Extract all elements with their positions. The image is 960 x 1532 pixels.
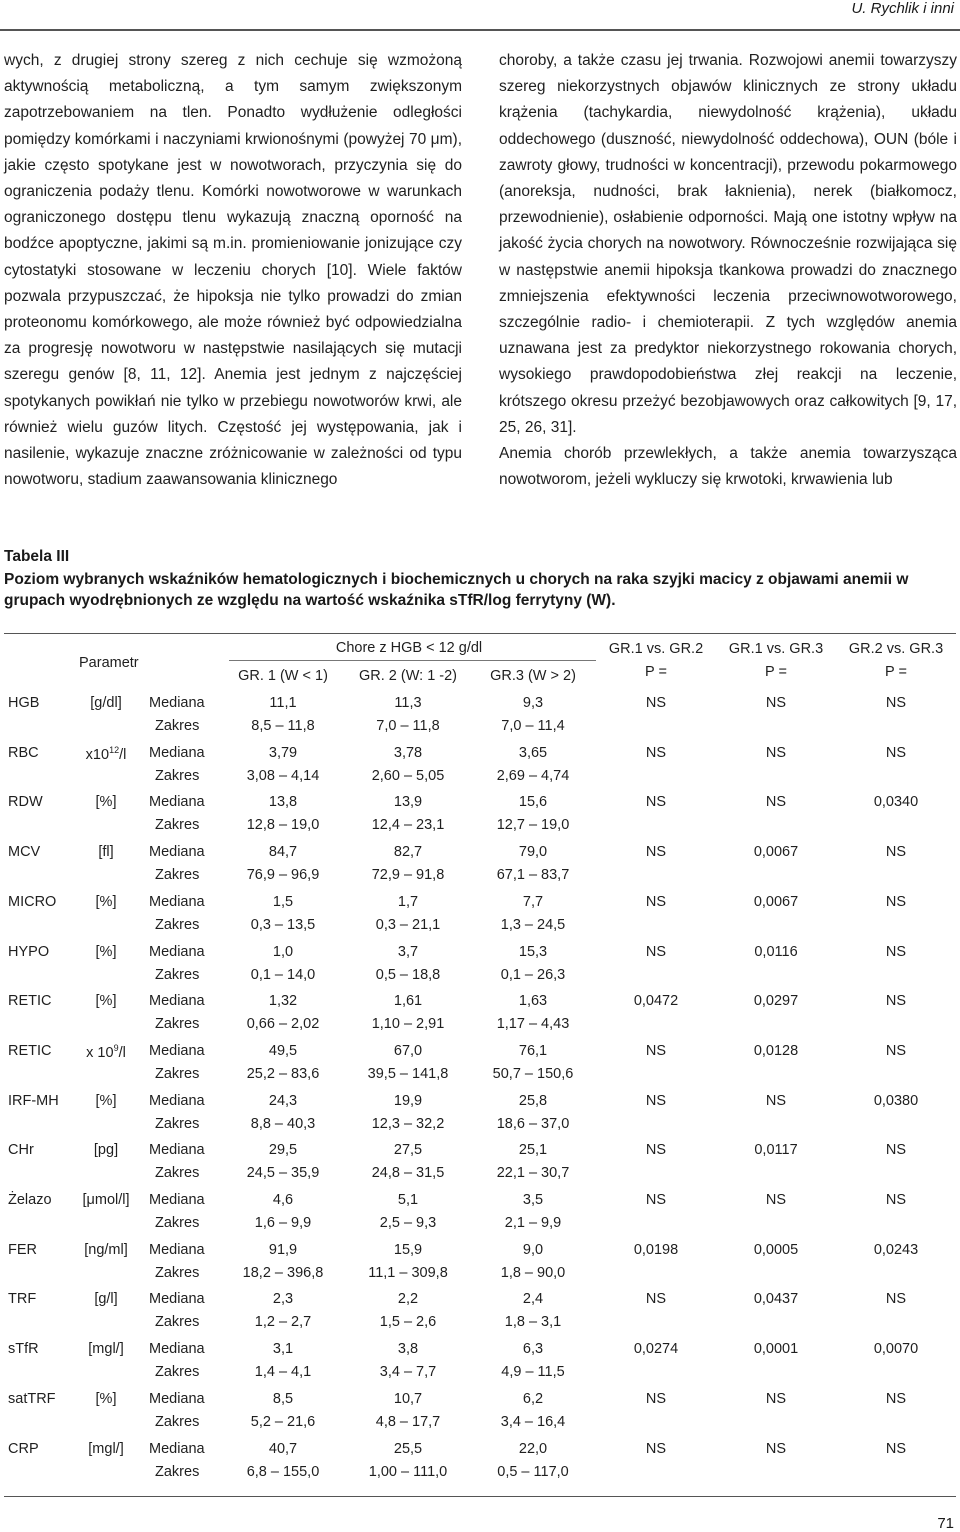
p-value: NS <box>885 1043 907 1059</box>
p-value: NS <box>765 1093 787 1109</box>
range-value: 24,5 – 35,9 <box>246 1165 320 1181</box>
p-value: NS <box>645 695 667 711</box>
median-value: 5,1 <box>397 1192 419 1208</box>
range-value: 7,0 – 11,8 <box>376 718 440 734</box>
median-value: 3,78 <box>393 745 423 761</box>
median-value: 11,1 <box>269 695 297 711</box>
row-unit-exponent: 9 <box>113 1043 119 1053</box>
range-value: 18,2 – 396,8 <box>242 1265 324 1281</box>
page-number: 71 <box>937 1515 954 1532</box>
table-caption: Poziom wybranych wskaźników hematologicznych i biochemicznych u chorych na raka szyjki macicy z objawami anemii w grupach wyodrębnionych ze względu na wartość wskaźnika sTfR/log ferrytyny (W). <box>4 571 909 609</box>
p-value: 0,0070 <box>873 1341 919 1357</box>
row-label-range: Zakres <box>155 1464 200 1480</box>
row-label-range: Zakres <box>155 1066 200 1082</box>
p-value: NS <box>645 1093 667 1109</box>
table-top-rule <box>4 633 956 634</box>
range-value: 3,08 – 4,14 <box>246 768 320 784</box>
range-value: 0,5 – 18,8 <box>375 967 441 983</box>
row-label-range: Zakres <box>155 1414 200 1430</box>
range-value: 1,5 – 2,6 <box>379 1314 437 1330</box>
median-value: 3,5 <box>522 1192 544 1208</box>
table-label: Tabela III <box>4 548 70 565</box>
group-span-rule <box>229 660 596 661</box>
row-unit <box>84 1242 128 1258</box>
range-value: 2,60 – 5,05 <box>371 768 445 784</box>
row-label-median: Mediana <box>149 1341 205 1357</box>
row-unit-base: [mgl/] <box>88 1441 124 1457</box>
row-unit-base: [g/dl] <box>90 695 122 711</box>
row-label-median: Mediana <box>149 1441 205 1457</box>
range-value: 2,1 – 9,9 <box>504 1215 562 1231</box>
p-value: NS <box>765 1391 787 1407</box>
median-value: 82,7 <box>393 844 423 860</box>
row-parameter: MICRO <box>8 894 57 910</box>
median-value: 13,9 <box>393 794 423 810</box>
header-cmp23: GR.2 vs. GR.3 <box>848 641 944 657</box>
row-label-range: Zakres <box>155 1314 200 1330</box>
p-value: NS <box>645 1043 667 1059</box>
range-value: 1,8 – 90,0 <box>500 1265 566 1281</box>
range-value: 1,4 – 4,1 <box>254 1364 312 1380</box>
running-header-author: U. Rychlik i inni <box>851 0 954 17</box>
range-value: 4,9 – 11,5 <box>501 1364 565 1380</box>
row-unit-base: x10 <box>85 746 110 763</box>
median-value: 15,6 <box>518 794 548 810</box>
range-value: 18,6 – 37,0 <box>496 1116 570 1132</box>
p-value: 0,0005 <box>753 1242 799 1258</box>
median-value: 6,2 <box>522 1391 544 1407</box>
median-value: 19,9 <box>393 1093 423 1109</box>
row-unit <box>96 1391 117 1407</box>
row-label-median: Mediana <box>149 944 205 960</box>
row-unit <box>86 1043 126 1061</box>
row-unit-base: [g/l] <box>94 1291 118 1307</box>
row-unit-base: [fl] <box>98 844 114 860</box>
row-parameter: IRF-MH <box>8 1093 59 1109</box>
row-parameter: HGB <box>8 695 40 711</box>
range-value: 8,5 – 11,8 <box>251 718 315 734</box>
p-value: 0,0116 <box>754 944 798 960</box>
range-value: 1,10 – 2,91 <box>371 1016 445 1032</box>
p-value: 0,0472 <box>633 993 679 1009</box>
p-value: 0,0380 <box>873 1093 919 1109</box>
median-value: 10,7 <box>393 1391 423 1407</box>
median-value: 13,8 <box>268 794 298 810</box>
p-value: NS <box>765 695 787 711</box>
row-parameter: TRF <box>8 1291 37 1307</box>
median-value: 49,5 <box>268 1043 298 1059</box>
row-label-range: Zakres <box>155 817 200 833</box>
p-value: NS <box>645 1291 667 1307</box>
header-group-span: Chore z HGB < 12 g/dl <box>335 640 483 656</box>
row-label-range: Zakres <box>155 718 200 734</box>
header-cmp13: GR.1 vs. GR.3 <box>728 641 824 657</box>
range-value: 72,9 – 91,8 <box>371 867 445 883</box>
p-value: NS <box>765 1192 787 1208</box>
range-value: 0,1 – 26,3 <box>500 967 566 983</box>
row-label-range: Zakres <box>155 1165 200 1181</box>
median-value: 6,3 <box>522 1341 544 1357</box>
range-value: 50,7 – 150,6 <box>492 1066 574 1082</box>
median-value: 1,0 <box>272 944 294 960</box>
header-cmp12: GR.1 vs. GR.2 <box>608 641 704 657</box>
row-label-median: Mediana <box>149 745 205 761</box>
p-value: NS <box>645 944 667 960</box>
row-unit <box>98 844 113 860</box>
row-label-median: Mediana <box>149 1391 205 1407</box>
row-unit <box>90 695 121 711</box>
row-label-range: Zakres <box>155 1016 200 1032</box>
median-value: 25,1 <box>518 1142 548 1158</box>
range-value: 67,1 – 83,7 <box>496 867 570 883</box>
row-unit-base: x 10 <box>86 1044 114 1061</box>
row-label-median: Mediana <box>149 1291 205 1307</box>
p-value: NS <box>885 1192 907 1208</box>
range-value: 0,3 – 13,5 <box>250 917 316 933</box>
row-unit <box>88 1441 123 1457</box>
p-value: NS <box>645 844 667 860</box>
range-value: 22,1 – 30,7 <box>496 1165 570 1181</box>
p-value: NS <box>645 894 667 910</box>
row-parameter: Żelazo <box>8 1192 52 1208</box>
range-value: 2,69 – 4,74 <box>496 768 570 784</box>
p-value: 0,0001 <box>753 1341 799 1357</box>
p-value: NS <box>885 894 907 910</box>
body-column-right <box>499 48 957 493</box>
median-value: 27,5 <box>393 1142 423 1158</box>
header-parametr: Parametr <box>79 655 139 671</box>
p-value: NS <box>885 695 907 711</box>
row-label-median: Mediana <box>149 1242 205 1258</box>
range-value: 1,2 – 2,7 <box>254 1314 312 1330</box>
p-value: NS <box>765 1441 787 1457</box>
row-label-median: Mediana <box>149 894 205 910</box>
row-unit <box>96 794 117 810</box>
median-value: 9,3 <box>522 695 544 711</box>
p-value: NS <box>765 794 787 810</box>
header-p: P = <box>765 664 787 680</box>
median-value: 2,3 <box>272 1291 294 1307</box>
row-parameter: RBC <box>8 745 39 761</box>
p-value: NS <box>885 745 907 761</box>
range-value: 0,5 – 117,0 <box>497 1464 569 1480</box>
median-value: 24,3 <box>268 1093 298 1109</box>
median-value: 25,8 <box>518 1093 548 1109</box>
p-value: 0,0274 <box>633 1341 679 1357</box>
range-value: 3,4 – 7,7 <box>379 1364 437 1380</box>
median-value: 79,0 <box>518 844 548 860</box>
row-unit <box>94 1291 117 1307</box>
header-p: P = <box>645 664 667 680</box>
row-unit <box>88 1341 123 1357</box>
row-unit-base: [%] <box>95 1093 117 1109</box>
p-value: NS <box>645 1441 667 1457</box>
p-value: NS <box>885 1441 907 1457</box>
p-value: 0,0340 <box>873 794 919 810</box>
median-value: 7,7 <box>522 894 544 910</box>
row-label-range: Zakres <box>155 1265 200 1281</box>
row-unit <box>86 745 127 763</box>
median-value: 3,79 <box>268 745 298 761</box>
range-value: 6,8 – 155,0 <box>246 1464 320 1480</box>
range-value: 3,4 – 16,4 <box>500 1414 566 1430</box>
p-value: NS <box>645 1192 667 1208</box>
range-value: 12,3 – 32,2 <box>371 1116 445 1132</box>
median-value: 11,3 <box>394 695 422 711</box>
p-value: NS <box>885 1142 907 1158</box>
p-value: 0,0297 <box>753 993 799 1009</box>
range-value: 12,4 – 23,1 <box>371 817 445 833</box>
row-label-range: Zakres <box>155 1364 200 1380</box>
row-label-median: Mediana <box>149 844 205 860</box>
median-value: 2,2 <box>397 1291 419 1307</box>
range-value: 39,5 – 141,8 <box>367 1066 449 1082</box>
range-value: 1,00 – 111,0 <box>368 1464 448 1480</box>
row-unit-suffix: /l <box>118 1044 126 1061</box>
median-value: 40,7 <box>268 1441 298 1457</box>
range-value: 12,7 – 19,0 <box>496 817 570 833</box>
p-value: NS <box>765 745 787 761</box>
p-value: NS <box>885 944 907 960</box>
range-value: 24,8 – 31,5 <box>371 1165 445 1181</box>
row-label-median: Mediana <box>149 993 205 1009</box>
row-label-median: Mediana <box>149 1043 205 1059</box>
median-value: 76,1 <box>518 1043 548 1059</box>
median-value: 9,0 <box>522 1242 544 1258</box>
row-unit-base: [%] <box>95 794 117 810</box>
range-value: 12,8 – 19,0 <box>246 817 320 833</box>
p-value: 0,0128 <box>753 1043 799 1059</box>
p-value: NS <box>885 1291 907 1307</box>
row-parameter: RETIC <box>8 993 52 1009</box>
p-value: 0,0067 <box>753 844 799 860</box>
row-label-median: Mediana <box>149 1142 205 1158</box>
p-value: NS <box>645 794 667 810</box>
range-value: 76,9 – 96,9 <box>246 867 320 883</box>
range-value: 1,17 – 4,43 <box>496 1016 570 1032</box>
row-unit-base: [%] <box>95 993 117 1009</box>
median-value: 3,7 <box>397 944 419 960</box>
median-value: 1,32 <box>268 993 298 1009</box>
row-unit-base: [%] <box>95 894 117 910</box>
row-unit <box>82 1192 129 1208</box>
median-value: 67,0 <box>393 1043 423 1059</box>
header-p: P = <box>885 664 907 680</box>
p-value: NS <box>885 993 907 1009</box>
header-gr3: GR.3 (W > 2) <box>490 668 576 684</box>
median-value: 22,0 <box>518 1441 548 1457</box>
row-parameter: satTRF <box>8 1391 56 1407</box>
row-label-range: Zakres <box>155 867 200 883</box>
p-value: NS <box>885 844 907 860</box>
range-value: 1,8 – 3,1 <box>504 1314 562 1330</box>
range-value: 2,5 – 9,3 <box>379 1215 437 1231</box>
row-unit-suffix: /l <box>119 746 127 763</box>
p-value: 0,0067 <box>753 894 799 910</box>
header-rule <box>0 29 960 31</box>
row-label-median: Mediana <box>149 794 205 810</box>
row-parameter: HYPO <box>8 944 50 960</box>
row-unit-base: [%] <box>95 1391 117 1407</box>
row-label-median: Mediana <box>149 695 205 711</box>
row-unit-base: [μmol/l] <box>82 1192 130 1208</box>
row-unit <box>96 993 117 1009</box>
range-value: 7,0 – 11,4 <box>501 718 565 734</box>
body-column-left <box>4 48 462 493</box>
range-value: 8,8 – 40,3 <box>250 1116 316 1132</box>
row-label-range: Zakres <box>155 1215 200 1231</box>
p-value: 0,0437 <box>753 1291 799 1307</box>
header-gr1: GR. 1 (W < 1) <box>238 668 328 684</box>
row-parameter: CHr <box>8 1142 34 1158</box>
row-unit-base: [mgl/] <box>88 1341 124 1357</box>
range-value: 0,1 – 14,0 <box>250 967 316 983</box>
range-value: 5,2 – 21,6 <box>250 1414 316 1430</box>
row-label-range: Zakres <box>155 768 200 784</box>
row-unit-base: [ng/ml] <box>84 1242 128 1258</box>
range-value: 0,3 – 21,1 <box>375 917 441 933</box>
row-unit <box>96 894 117 910</box>
paragraph: Anemia chorób przewlekłych, a także anemia towarzysząca nowotworom, jeżeli wykluczy się krwotoki, krwawienia lub <box>499 445 957 489</box>
median-value: 25,5 <box>393 1441 423 1457</box>
row-label-range: Zakres <box>155 967 200 983</box>
median-value: 84,7 <box>268 844 298 860</box>
median-value: 15,9 <box>393 1242 423 1258</box>
row-unit <box>94 1142 118 1158</box>
median-value: 15,3 <box>518 944 548 960</box>
paragraph: choroby, a także czasu jej trwania. Rozwojowi anemii towarzyszy szereg niekorzystnych objawów klinicznych ze strony układu krążenia (tachykardia, niewydolność krążenia), układu oddechowego (duszność, niewydolność oddechowa), OUN (bóle i zawroty głowy, trudności w koncentracji), przewodu pokarmowego (anoreksja, nudności, brak łaknienia), nerek (białkomocz, przewodnienie), osłabienie odporności. Mają one istotny wpływ na jakość życia chorych na nowotwory. Równocześnie rozwijająca się w następstwie anemii hipoksja tkankowa prowadzi do znacznego zmniejszenia efektywności leczenia przeciwnowotworowego, szczególnie radio- i chemioterapii. Z tych względów anemia uznawana jest za predyktor niekorzystnego rokowania chorych, wysokiego prawdopodobieństwa złej reakcji na leczenie, krótszego okresu przeżyć bezobjawowych oraz całkowitych [9, 17, 25, 26, 31]. <box>499 52 957 436</box>
table-bottom-rule <box>4 1496 956 1497</box>
p-value: NS <box>645 1391 667 1407</box>
row-unit-base: [%] <box>95 944 117 960</box>
median-value: 1,7 <box>397 894 419 910</box>
range-value: 1,3 – 24,5 <box>500 917 566 933</box>
median-value: 8,5 <box>272 1391 294 1407</box>
row-unit-exponent: 12 <box>109 745 120 755</box>
row-parameter: RETIC <box>8 1043 52 1059</box>
row-unit <box>96 1093 117 1109</box>
paragraph: wych, z drugiej strony szereg z nich cechuje się wzmożoną aktywnością metaboliczną, a tym samym zwiększonym zapotrzebowaniem na tlen. Ponadto wydłużenie odległości pomiędzy komórkami i naczyniami krwionośnymi (powyżej 70 μm), jakie często spotykane jest w nowotworach, przyczynia się do ograniczenia podaży tlenu. Komórki nowotworowe w warunkach ograniczonego dostępu tlenu wykazują znaczną oporność na bodźce apoptyczne, jakimi są m.in. promieniowanie jonizujące czy cytostatyki stosowane w leczeniu chorych [10]. Wiele faktów pozwala przypuszczać, że hipoksja nie tylko prowadzi do zmian proteonomu komórkowego, ale może również być odpowiedzialna za progresję nowotworu w następstwie nasilających się mutacji szeregu genów [8, 11, 12]. Anemia jest jednym z najczęściej spotykanych powikłań nie tylko w przebiegu nowotworów krwi, ale również wielu guzów litych. Częstość jej występowania, jak i nasilenie, wykazuje znaczne zróżnicowanie w zależności od typu nowotworu, stadium zaawansowania klinicznego <box>4 52 462 489</box>
median-value: 3,1 <box>272 1341 294 1357</box>
range-value: 0,66 – 2,02 <box>246 1016 320 1032</box>
p-value: NS <box>645 745 667 761</box>
row-parameter: MCV <box>8 844 41 860</box>
p-value: NS <box>885 1391 907 1407</box>
row-parameter: CRP <box>8 1441 39 1457</box>
median-value: 3,8 <box>397 1341 419 1357</box>
median-value: 1,63 <box>518 993 548 1009</box>
row-parameter: sTfR <box>8 1341 39 1357</box>
median-value: 91,9 <box>268 1242 298 1258</box>
median-value: 1,5 <box>272 894 294 910</box>
median-value: 3,65 <box>518 745 548 761</box>
row-label-range: Zakres <box>155 1116 200 1132</box>
row-label-range: Zakres <box>155 917 200 933</box>
row-label-median: Mediana <box>149 1093 205 1109</box>
p-value: 0,0198 <box>633 1242 679 1258</box>
median-value: 4,6 <box>272 1192 294 1208</box>
range-value: 25,2 – 83,6 <box>246 1066 320 1082</box>
header-gr2: GR. 2 (W: 1 -2) <box>358 668 458 684</box>
row-label-median: Mediana <box>149 1192 205 1208</box>
median-value: 1,61 <box>393 993 423 1009</box>
range-value: 1,6 – 9,9 <box>254 1215 312 1231</box>
range-value: 4,8 – 17,7 <box>375 1414 441 1430</box>
p-value: NS <box>645 1142 667 1158</box>
row-parameter: FER <box>8 1242 37 1258</box>
range-value: 11,1 – 309,8 <box>368 1265 448 1281</box>
median-value: 2,4 <box>522 1291 544 1307</box>
p-value: 0,0117 <box>754 1142 798 1158</box>
p-value: 0,0243 <box>873 1242 919 1258</box>
median-value: 29,5 <box>268 1142 298 1158</box>
row-unit <box>96 944 117 960</box>
row-unit-base: [pg] <box>93 1142 119 1158</box>
row-parameter: RDW <box>8 794 43 810</box>
